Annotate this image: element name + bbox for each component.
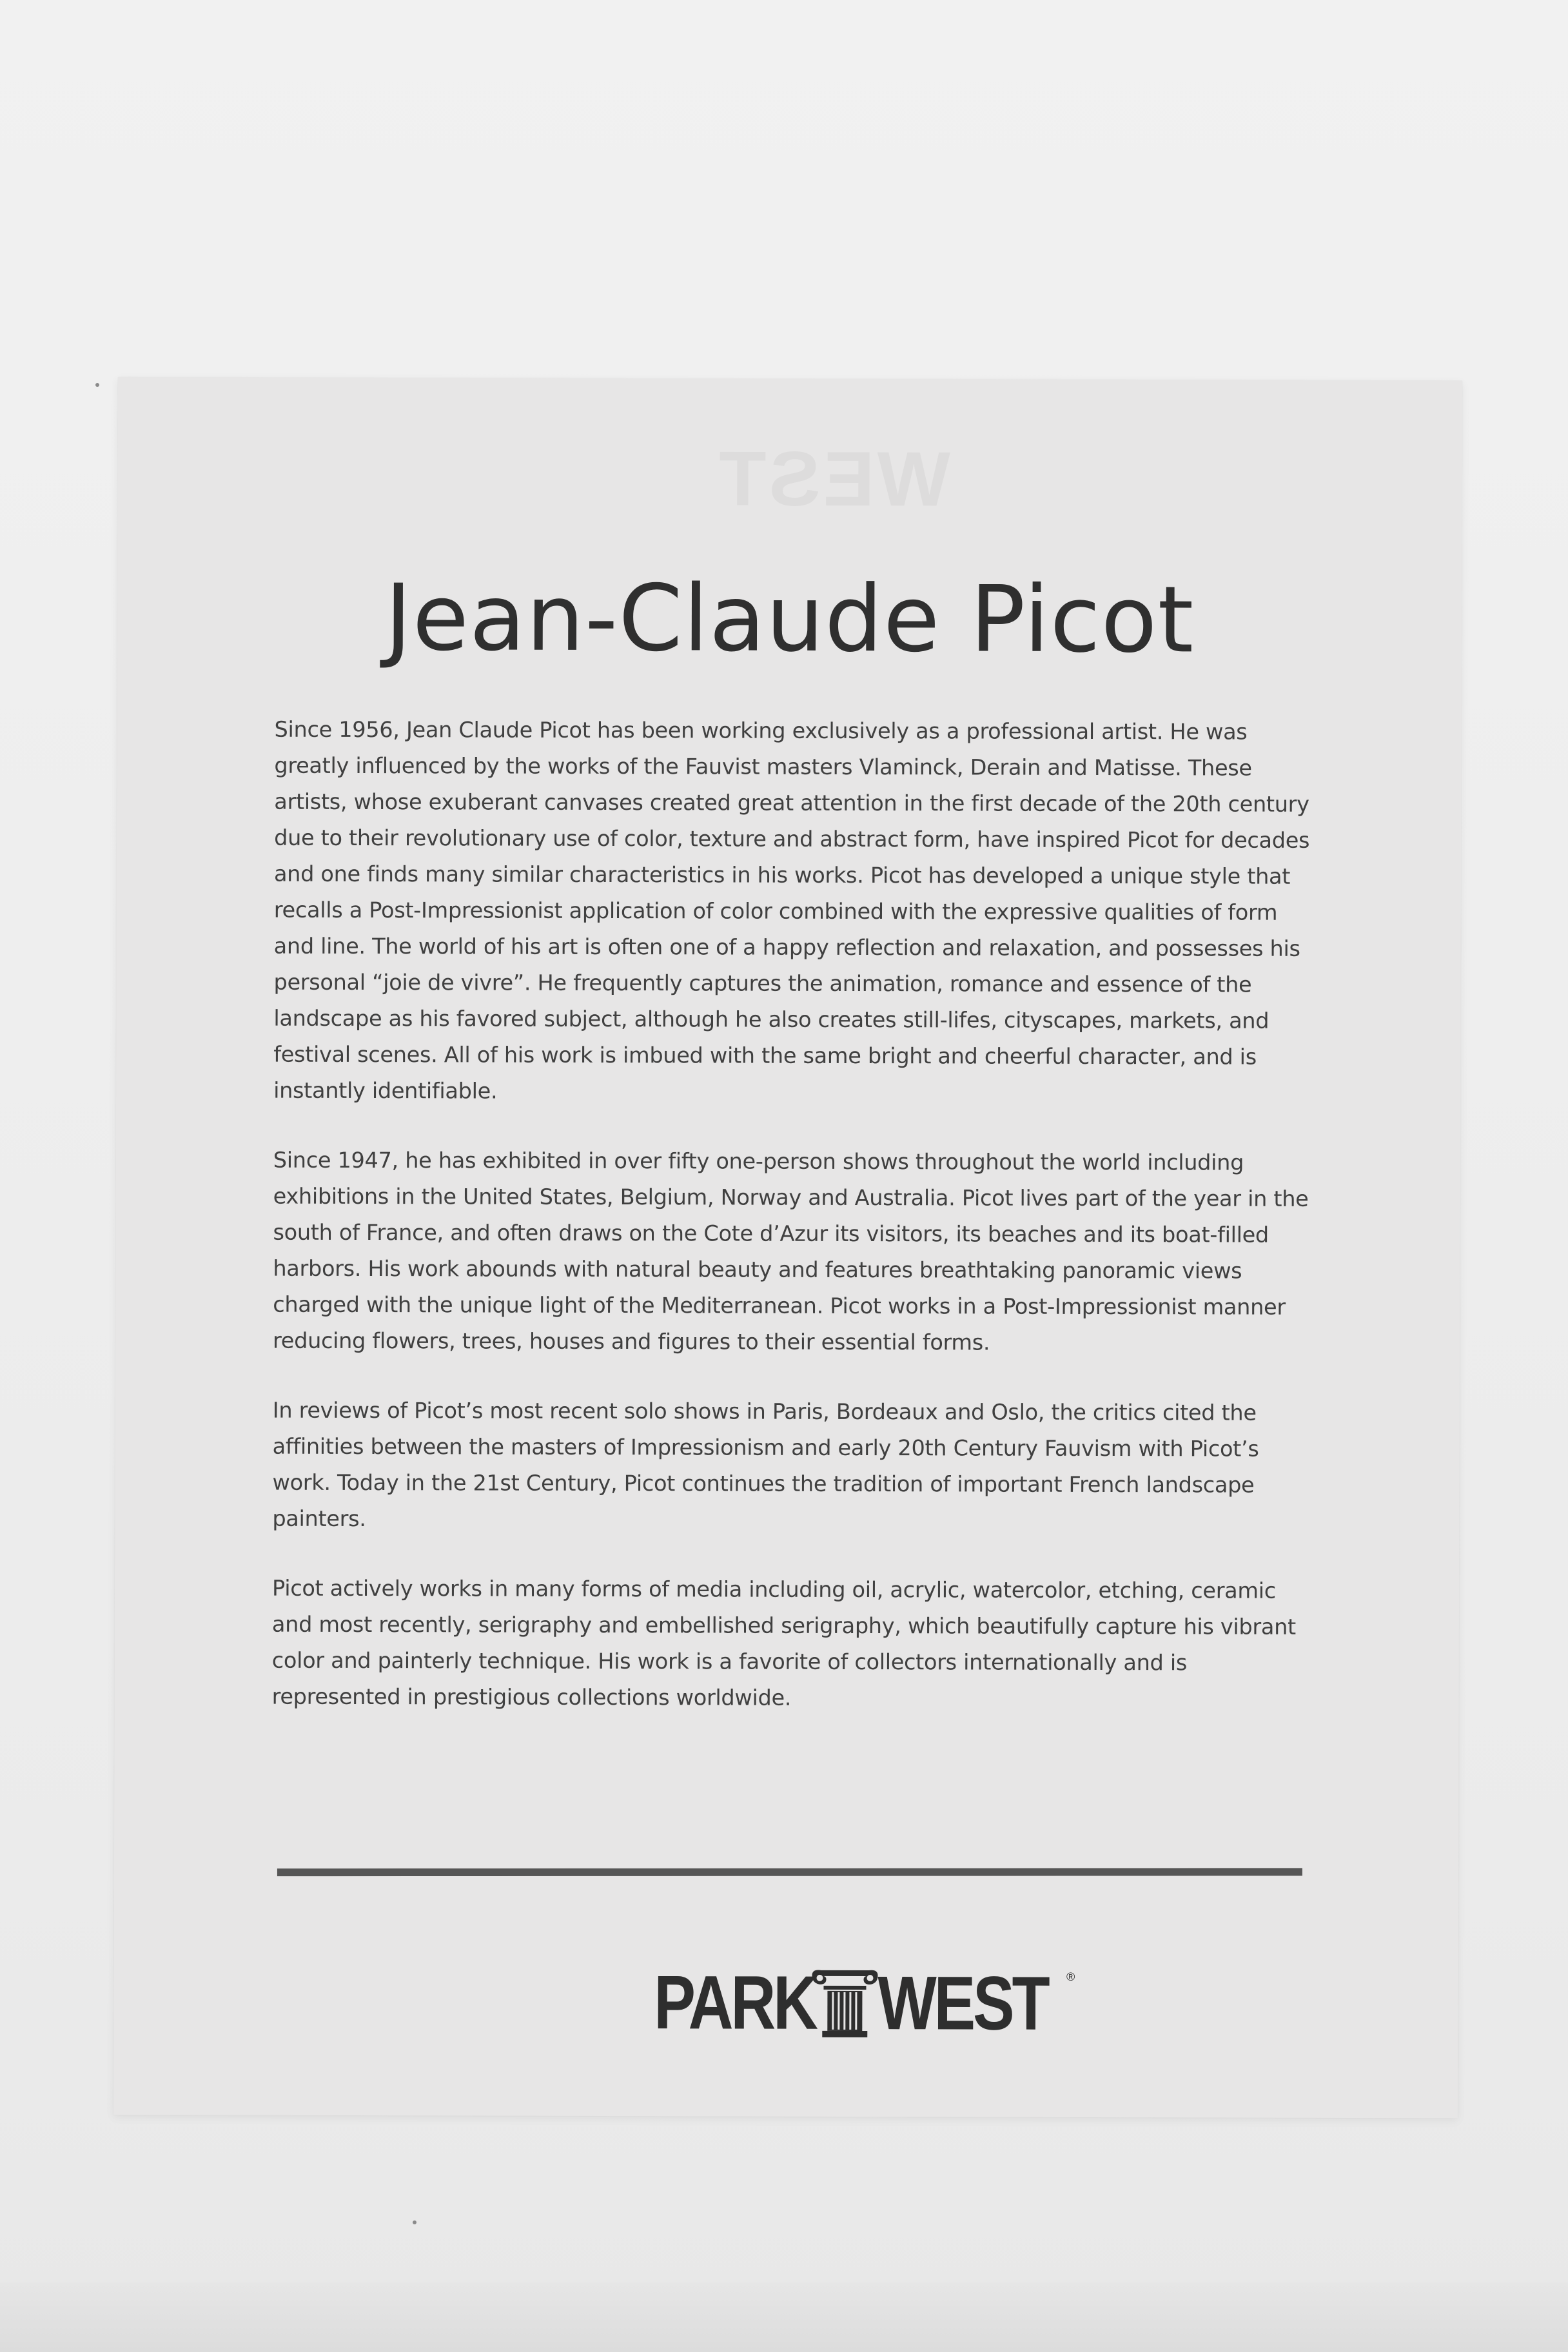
paragraph: Since 1956, Jean Claude Picot has been working exclusively as a professional artist. He was greatly influenced by the works of the Fauvist masters Vlaminck, Derain and Matisse. These artists, whose exuberant canvases created great attention in the first decade of the 20th century due to their revolutionary use of color, texture and abstract form, have inspired Picot for decades and one finds many similar characteristics in his works. Picot has developed a unique style that recalls a Post-Impressionist application of color combined with the expressive qualities of form and line. The world of his art is often one of a happy reflection and relaxation, and possesses his personal “joie de vivre”. He frequently captures the animation, romance and essence of the landscape as his favored subject, although he also creates still-lifes, cityscapes, markets, and festival scenes. All of his work is imbued with the same bright and cheerful character, and is instantly identifiable. xyxy=(273,716,1310,1104)
registered-mark: ® xyxy=(1066,1970,1075,1983)
horizontal-rule xyxy=(277,1868,1302,1876)
dust-speck xyxy=(95,383,99,387)
paragraph: Since 1947, he has exhibited in over fifty one-person shows throughout the world including exhibitions in the United States, Belgium, Norway and Australia. Picot lives part of the year in the south of France, and often draws on the Cote d’Azur its visitors, its beaches and its boat-filled harbors. His work abounds with natural beauty and features breathtaking panoramic views charged with the unique light of the Mediterranean. Picot works in a Post-Impressionist manner reducing flowers, trees, houses and figures to their essential forms. xyxy=(273,1147,1309,1355)
backdrop-bottom-edge xyxy=(0,2282,1568,2352)
logo-word-park: PARK xyxy=(654,1960,816,2046)
logo-word-west: WEST xyxy=(877,1961,1048,2046)
paragraph: In reviews of Picot’s most recent solo shows in Paris, Bordeaux and Oslo, the critics cited the affinities between the masters of Impressionism and early 20th Century Fauvism with Picot’s work. Today in the 21st Century, Picot continues the tradition of important French landscape painters. xyxy=(272,1397,1259,1532)
biography-text xyxy=(271,712,1318,1751)
park-west-logo xyxy=(618,1960,1075,2046)
dust-speck xyxy=(413,2220,416,2224)
ionic-column-icon xyxy=(809,1968,880,2039)
info-sheet xyxy=(113,377,1462,2118)
bleed-through-ghost xyxy=(607,424,1059,534)
paragraph: Picot actively works in many forms of media including oil, acrylic, watercolor, etching, ceramic and most recently, serigraphy and embellished serigraphy, which beautifully capture his vibrant color and painterly technique. His work is a favorite of collectors internationally and is represented in prestigious collections worldwide. xyxy=(271,1575,1296,1710)
page-title: Jean-Claude Picot xyxy=(384,565,1195,674)
